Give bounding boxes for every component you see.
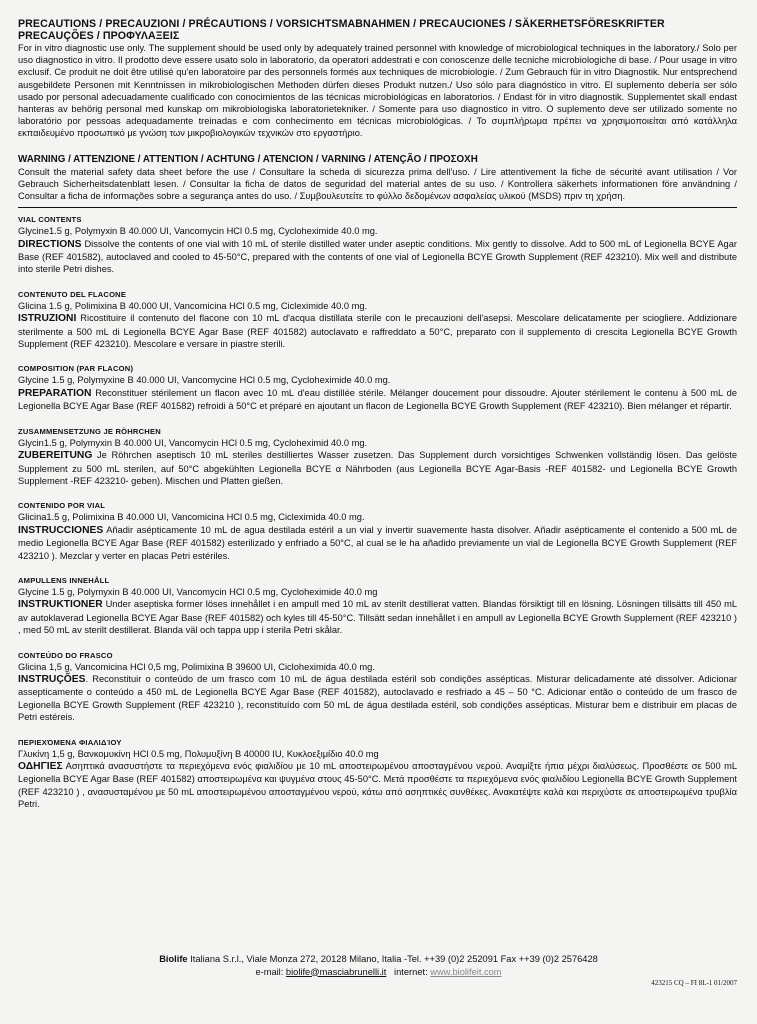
section-text: Under aseptiska former löses innehållet i en ampull med 10 mL av sterilt destillerat vatten. Blandas försiktigt till en lösning. Lösningen tillsätts till 450 mL av autoklaverad Legionella BCYE Agar Base (REF 401582) och kyles till 45-50°C. Tillsätt sedan innehållet i en ampull av Legionella BCYE Growth Supplement (REF 423210 ) , med 50 mL av sterilt destillerat. Blanda väl och tappa upp i sterila Petri skålar. — [18, 599, 737, 636]
section-composition: Glycine1.5 g, Polymyxin B 40.000 UI, Vancomycin HCl 0.5 mg, Cycloheximide 40.0 mg. — [18, 226, 378, 237]
section-directions — [18, 673, 737, 724]
section-composition: Glycine 1.5 g, Polymyxine B 40.000 UI, Vancomycine HCl 0.5 mg, Cycloheximide 40.0 mg. — [18, 375, 391, 386]
section-es — [18, 501, 737, 562]
section-title: CONTENUTO DEL FLACONE — [18, 289, 127, 299]
section-el — [18, 738, 737, 811]
section-title: ΠΕΡΙΕΧΌΜΕΝΑ ΦΙΑΛΙΔΊΟΥ — [18, 737, 122, 747]
section-de — [18, 427, 737, 488]
section-text: . Reconstituir o conteúdo de um frasco com 10 mL de água destilada estéril sob condições assépticas. Misturar delicadamente até dissolver. Adicionar assepticamente o conteúdo a 450 mL de Legionella BCYE Agar Base (REF 401582), autoclavado e resfriado a 45 – 50 °C. Adicionar então o conteúdo de um frasco de Legionella BCYE Growth Supplement (REF 423210 ), reconstituído com 50 mL de água destilada estéril, sob condições assépticas. Misturar bem e distribuir em placas de Petri estéreis. — [18, 673, 737, 723]
section-text: Ricostituire il contenuto del flacone con 10 mL d'acqua distillata sterile con le precauzioni dell'asepsi. Mescolare delicatamente per sciogliere. Addizionare sterilmente a 500 mL di Legionella BCYE Agar Base (REF 401582) autoclavato e raffreddato a 50°C, preparato con il supplemento di crescita Legionella BCYE Growth Supplement (REF 423210). Mescolare e versare in piastre sterili. — [18, 313, 737, 350]
company-address-line — [0, 953, 757, 966]
email-link[interactable]: biolife@masciabrunelli.it — [285, 966, 387, 977]
section-divider — [18, 207, 737, 208]
section-keyword: ΟΔΗΓΙΕΣ — [18, 761, 63, 773]
sections-list — [18, 215, 737, 810]
internet-label: internet: — [386, 966, 431, 977]
section-fr — [18, 364, 737, 412]
section-text: Je Röhrchen aseptisch 10 mL steriles destilliertes Wasser zusetzen. Das Supplement durch vorsichtiges Schwenken vollständig lösen. Das gelöste Supplement zu 500 mL sterilen, auf 50°C abgekühlten Legionella BCYE α Nährboden (aus Legionella BCYE Agar-Basis -REF 401582- und Legionella BCYE Growth Supplement -REF 423210- geben). Mischen und Platten gießen. — [18, 450, 737, 486]
warning-title: WARNING / ATTENZIONE / ATTENTION / ACHTUNG / ATENCION / VARNING / ATENÇÃO / ΠΡΟΣΟΧΗ — [18, 153, 478, 165]
section-keyword: ISTRUZIONI — [18, 313, 77, 325]
precautions-title: PRECAUTIONS / PRECAUZIONI / PRÉCAUTIONS / VORSICHTSMABNAHMEN / PRECAUCIONES / SÄKERHETSFÖRESKRIFTER — [18, 18, 665, 30]
section-keyword: INSTRUÇÕES — [18, 673, 86, 685]
section-directions — [18, 449, 737, 487]
section-composition: Glycin1.5 g, Polymyxin B 40.000 UI, Vancomycin HCl 0.5 mg, Cycloheximid 40.0 mg. — [18, 437, 368, 448]
section-pt — [18, 651, 737, 724]
section-it — [18, 290, 737, 351]
section-directions — [18, 238, 737, 276]
section-directions — [18, 598, 737, 636]
section-text: Dissolve the contents of one vial with 10 mL of sterile distilled water under aseptic conditions. Mix gently to dissolve. Add to 500 mL of Legionella BCYE Agar Base (REF 401582), autoclaved and cooled to 45-50°C, prepared with the contents of one vial of Legionella BCYE Growth Supplement (REF 423210). Mix well and distribute into sterile Petri dishes. — [18, 238, 737, 275]
section-composition: Γλυκίνη 1,5 g, Βανκομυκίνη HCl 0.5 mg, Πολυμυξίνη Β 40000 IU, Κυκλοεξιμίδιο 40.0 mg — [18, 748, 379, 759]
section-keyword: INSTRUKTIONER — [18, 599, 103, 611]
precautions-text: For in vitro diagnostic use only. The supplement should be used only by adequately trained personnel with knowledge of microbiological techniques in the laboratory./ Solo per uso diagnostico in vitro. Il prodotto deve essere usato solo in laboratorio, da operatori addestrati e con conoscenze delle tecniche microbiologiche di base. / Pour usage in vitro exclusif. Ce produit ne doit être utilisé qu'en laboratoire par des personnels formés aux techniques de microbiologie. / Zum Gebrauch für in vitro Diagnostik. Nur entsprechend ausgebildete Personen mit Kenntnissen in mikrobiologischen Methoden dürfen dieses Produkt nutzen./ Uso sólo para diagnóstico in vitro. El suplemento debería ser sólo usado por personal adecuadamente cualificado con conocimientos de las técnicas microbiológicas en laboratorios. / Endast för in vitro diagnostik. Supplementet skall endast hanteras av behörig personal med kunskap om mikrobiologiska laboratorietekniker. / Somente para uso diagnostico in vitro. O suplemento deve ser utilizado somente no laboratório por pessoas adequadamente treinadas e com conhecimento em técnicas microbiológicas. / Το συμπλήρωμα πρέπει να χρησιμοποιείται από κατάλληλα εκπαιδευμένο προσωπικό με γνώση των μικροβιολογικών τεχνικών στο εργαστήριο. — [18, 43, 737, 139]
section-keyword: ZUBEREITUNG — [18, 450, 93, 462]
section-directions — [18, 760, 737, 811]
section-title: CONTEÚDO DO FRASCO — [18, 650, 113, 660]
section-composition: Glicina1.5 g, Polimixina B 40.000 UI, Vancomicina HCl 0.5 mg, Cicleximida 40.0 mg. — [18, 512, 365, 523]
section-title: VIAL CONTENTS — [18, 215, 82, 225]
section-text: Ασηπτικά ανασυστήστε τα περιεχόμενα ενός φιαλιδίου με 10 mL αποστειρωμένου αποσταγμένου νερού. Αναμίξτε ήπια μέχρι διαλύσεως. Προσθέστε σε 500 mL Legionella BCYE Agar Base (REF 401582) αποστειρωμένα και ψυγμένα στους 45-50°C. Μετά προσθέστε τα περιεχόμενα ενός φιαλιδίου Legionella BCYE Growth Supplement (REF 423210 ) , ανασυσταμένου με 50 mL αποστειρωμένου αποσταγμένου νερού, κάτω από ασηπτικές συνθέκες. Ανακατέψτε καλά και περιχύστε σε αποστειρωμένα τρυβλία Petri. — [18, 761, 737, 810]
section-text: Añadir asépticamente 10 mL de agua destilada estéril a un vial y invertir suavemente hasta disolver. Añadir asépticamente el contenido a 500 mL de medio Legionella BCYE Agar Base (REF 401582) esterilizado y enfriado a 50°C, al cual se le ha añadido previamente un vial de Legionella BCYE Growth Supplement (REF 423210 ). Mezclar y verter en placas Petri estériles. — [18, 524, 737, 561]
section-sv — [18, 576, 737, 637]
email-label: e-mail: — [255, 966, 286, 977]
section-directions — [18, 524, 737, 562]
section-composition: Glicina 1,5 g, Vancomicina HCl 0,5 mg, Polimixina B 39600 UI, Cicloheximida 40.0 mg. — [18, 661, 375, 672]
section-text: Reconstituer stérilement un flacon avec 10 mL d'eau distillée stérile. Mélanger doucement pour dissoudre. Ajouter stérilement le contenu à 500 mL de Legionella BCYE Agar Base (REF 401582) refroidi à 50°C et préparé en ajoutant un flacon de Legionella BCYE Growth Supplement (REF 423210). Bien mélanger et répartir. — [18, 387, 737, 412]
company-name: Biolife — [159, 954, 188, 964]
section-keyword: DIRECTIONS — [18, 238, 82, 250]
website-link[interactable]: www.biolifeit.com — [430, 966, 502, 977]
section-composition: Glicina 1.5 g, Polimixina B 40.000 UI, Vancomicina HCl 0.5 mg, Cicleximide 40.0 mg. — [18, 300, 368, 311]
warning-text: Consult the material safety data sheet before the use / Consultare la scheda di sicurezza prima dell'uso. / Lire attentivement la fiche de sécurité avant utilisation / Vor Gebrauch Sicherheitsdatenblatt lesen. / Consultar la ficha de datos de seguridad del material antes de su uso. / Kontrollera säkerhets informationen före användning / Consultar a ficha de informações sobre a segurança antes do uso. / Συμβουλευτείτε το φύλλο δεδομένων ασφαλείας υλικού (MSDS) πριν τη χρήση. — [18, 166, 737, 202]
section-en — [18, 215, 737, 276]
section-title: AMPULLENS INNEHÅLL — [18, 575, 110, 585]
section-keyword: PREPARATION — [18, 387, 92, 399]
reference-code: 423215 CQ – FI 8L-1 01/2007 — [651, 979, 737, 987]
company-address: Italiana S.r.l., Viale Monza 272, 20128 Milano, Italia -Tel. ++39 (0)2 252091 Fax ++39 (0)2 2576428 — [187, 954, 598, 964]
section-directions — [18, 387, 737, 413]
section-title: COMPOSITION (PAR FLACON) — [18, 364, 134, 374]
section-title: ZUSAMMENSETZUNG JE RÖHRCHEN — [18, 426, 161, 436]
precautions-title-line2: PRECAUÇÕES / ΠΡΟΦΥΛΑΞΕΙΣ — [18, 30, 180, 42]
section-title: CONTENIDO POR VIAL — [18, 501, 106, 511]
section-directions — [18, 312, 737, 350]
contact-line — [0, 966, 757, 979]
section-composition: Glycine 1.5 g, Polymyxin B 40.000 UI, Vancomycin HCl 0.5 mg, Cycloheximide 40.0 mg — [18, 586, 378, 597]
footer — [0, 953, 757, 978]
section-keyword: INSTRUCCIONES — [18, 524, 104, 536]
